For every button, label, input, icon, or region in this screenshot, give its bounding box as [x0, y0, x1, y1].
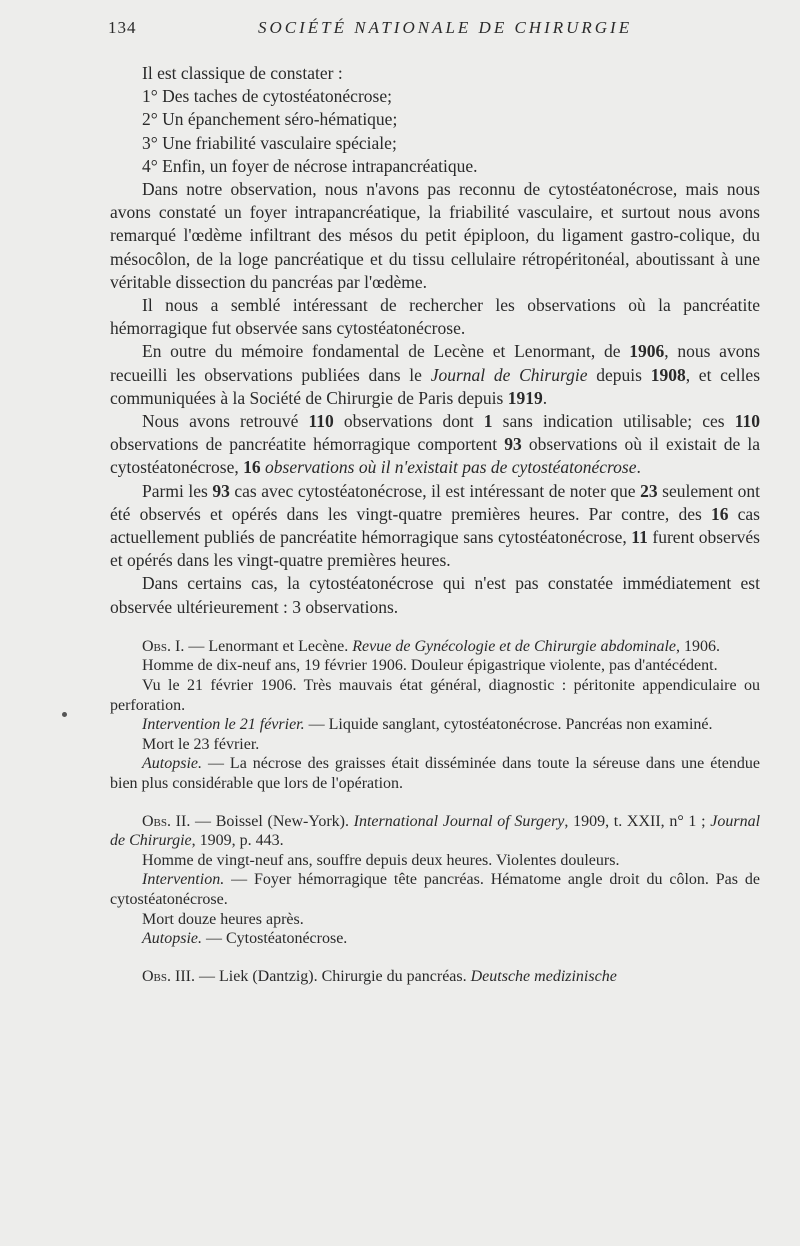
observation-1: Obs. I. — Lenormant et Lecène. Revue de Gynécologie et de Chirurgie abdominale, 1906. Homme de dix-neuf ans, 19 février 1906. Douleur épigastrique violente, pas d'antécédent. Vu le 21 février 1906. Très mauvais état général, diagnostic : péritonite appendiculaire ou perforation. Intervention le 21 février. — Liquide sanglant, cytostéatonécrose. Pancréas non examiné. Mort le 23 février. Autopsie. — La nécrose des graisses était disséminée dans toute la séreuse dans une étendue bien plus considérable que lors de l'opération. [110, 637, 760, 793]
paragraph-research: Il nous a semblé intéressant de rechercher les observations où la pancréatite hémorragique fut observée sans cytostéatonécrose. [110, 295, 760, 339]
paragraph-later: Dans certains cas, la cytostéatonécrose qui n'est pas constatée immédiatement est observée ultérieurement : 3 observations. [110, 573, 760, 617]
intro-line: Il est classique de constater : [142, 63, 343, 83]
journal-title: Deutsche medizinische [470, 967, 617, 985]
obs-label: Obs. I. [142, 637, 185, 655]
running-title: SOCIÉTÉ NATIONALE DE CHIRURGIE [258, 18, 633, 37]
paragraph-counts: Nous avons retrouvé 110 observations dont 1 sans indication utilisable; ces 110 observations de pancréatite hémorragique comportent 93 observations où il existait de la cytostéatonécrose, 16 observations où il n'existait pas de cytostéatonécrose. [110, 411, 761, 478]
list-item: 3° Une friabilité vasculaire spéciale; [142, 132, 397, 153]
paragraph-timing: Parmi les 93 cas avec cytostéatonécrose, il est intéressant de noter que 23 seulement ont été observés et opérés dans les vingt-quatre premières heures. Par contre, des 16 cas actuellement publiés de pancréatite hémorragique sans cytostéatonécrose, 11 furent observés et opérés dans les vingt-quatre premières heures. [110, 480, 761, 571]
page-header [108, 18, 770, 42]
journal-title: Journal de Chirurgie [430, 364, 588, 385]
list-item: 2° Un épanchement séro-hématique; [142, 109, 398, 130]
paragraph-observation: Dans notre observation, nous n'avons pas reconnu de cytostéatonécrose, mais nous avons constaté un foyer intrapancréatique, la friabilité vasculaire, et surtout nous avons remarqué l'œdème infiltrant des mésos du petit épiploon, du ligament gastro-colique, du mésocôlon, de la loge pancréatique et du tissu cellulaire rétropéritonéal, aboutissant à une véritable dissection du pancréas par l'œdème. [110, 179, 760, 292]
journal-title: Revue de Gynécologie et de Chirurgie abdominale [352, 637, 677, 655]
margin-mark [62, 712, 67, 717]
journal-title: Journal de Chirurgie [110, 812, 761, 850]
observation-2: Obs. II. — Boissel (New-York). International Journal of Surgery, 1909, t. XXII, n° 1 ; Journal de Chirurgie, 1909, p. 443. Homme de vingt-neuf ans, souffre depuis deux heures. Violentes douleurs. Intervention. — Foyer hémorragique tête pancréas. Hématome angle droit du côlon. Pas de cytostéatonécrose. Mort douze heures après. Autopsie. — Cytostéatonécrose. [110, 812, 761, 948]
list-item: 4° Enfin, un foyer de nécrose intrapancréatique. [142, 155, 478, 176]
page-number: 134 [108, 18, 137, 37]
journal-title: International Journal of Surgery [353, 812, 565, 830]
body-text [110, 62, 760, 986]
observation-3: Obs. III. — Liek (Dantzig). Chirurgie du pancréas. Deutsche medizinische [142, 967, 617, 985]
obs-label: Obs. III. [142, 967, 195, 985]
obs-label: Obs. II. [142, 812, 191, 830]
list-item: 1° Des taches de cytostéatonécrose; [142, 86, 392, 107]
paragraph-sources: En outre du mémoire fondamental de Lecène et Lenormant, de 1906, nous avons recueilli les observations publiées dans le Journal de Chirurgie depuis 1908, et celles communiquées à la Société de Chirurgie de Paris depuis 1919. [110, 341, 761, 408]
